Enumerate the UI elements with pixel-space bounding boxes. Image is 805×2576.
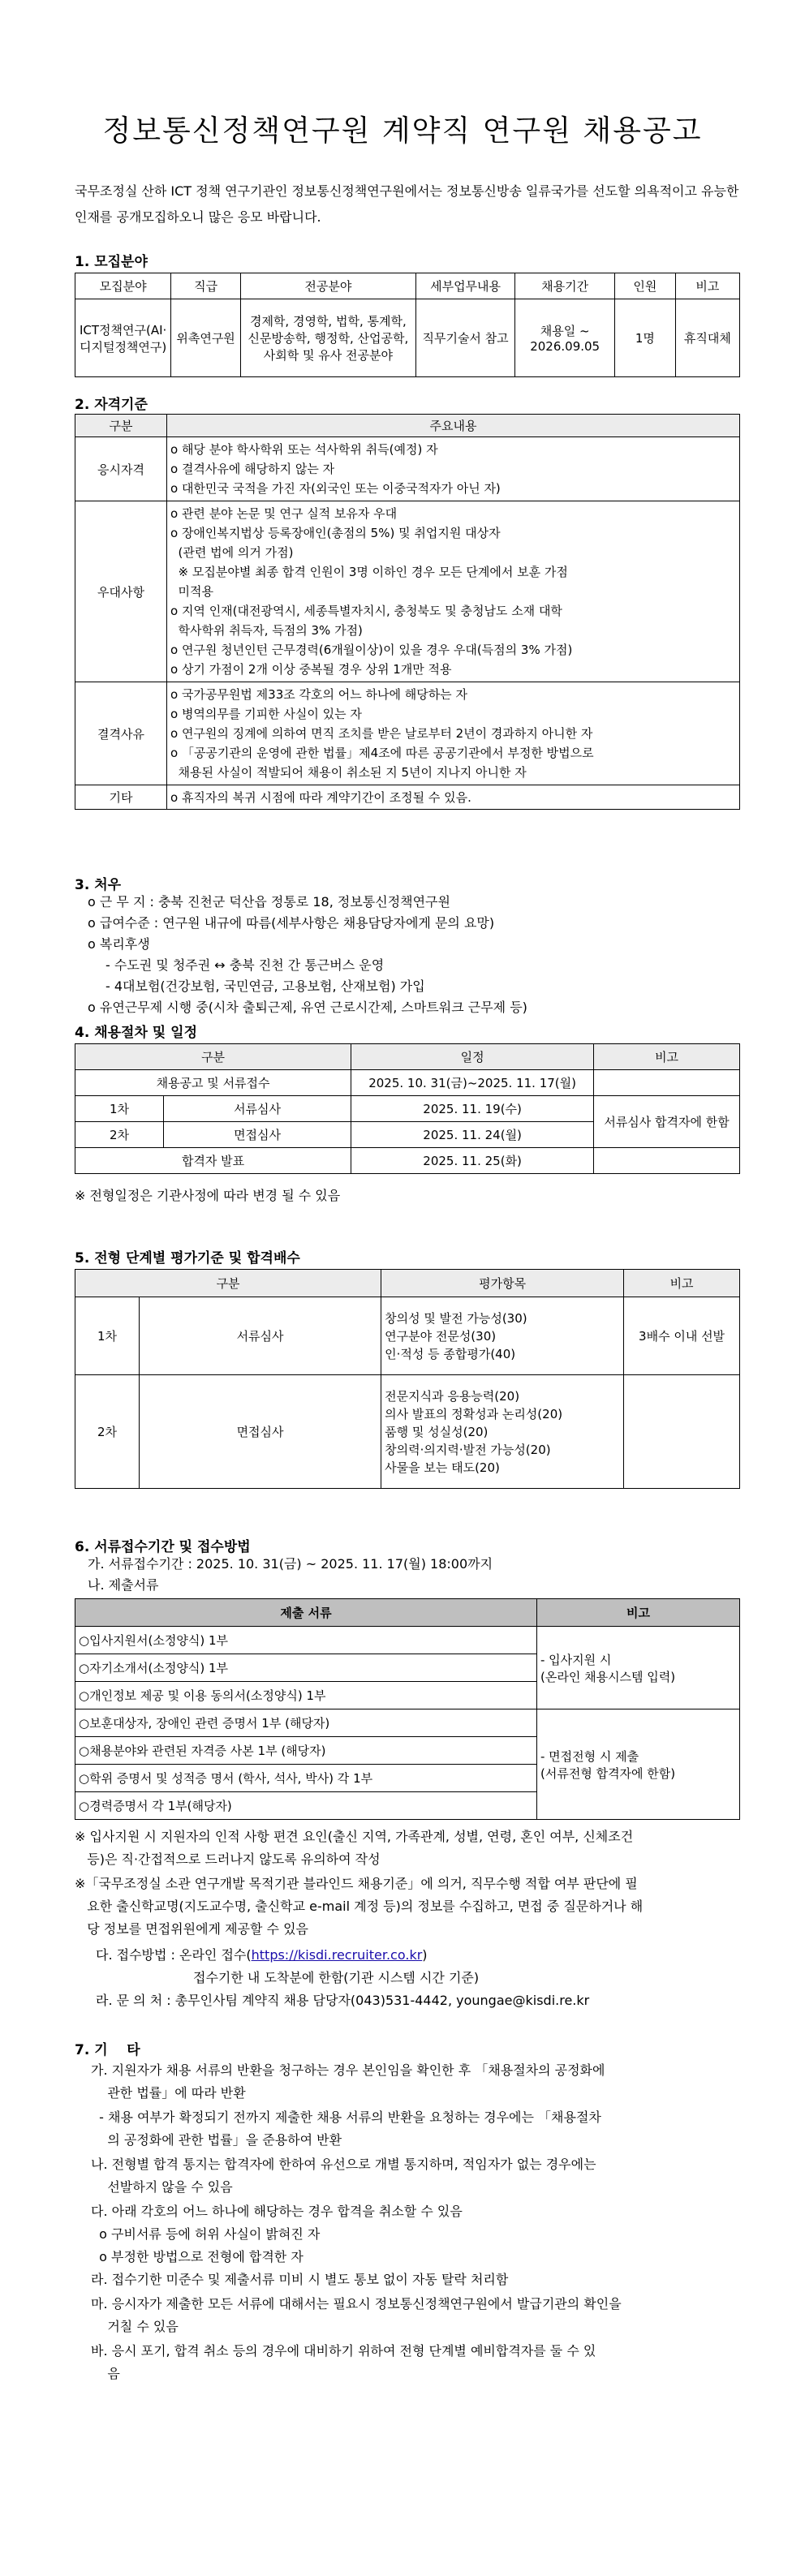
document-item: ○자기소개서(소정양식) 1부 xyxy=(75,1654,537,1682)
etc-line: 선발하지 않을 수 있음 xyxy=(91,2179,233,2195)
col-header: 평가항목 xyxy=(381,1270,624,1297)
table-cell xyxy=(594,1070,740,1096)
table-cell: 2025. 10. 31(금)~2025. 11. 17(월) xyxy=(351,1070,594,1096)
content-line: o 지역 인재(대전광역시, 세종특별자치시, 충청북도 및 충청남도 소재 대학 xyxy=(170,604,562,618)
page-title: 정보통신정책연구원 계약직 연구원 채용공고 xyxy=(102,114,703,148)
table-cell: 1차 xyxy=(75,1297,140,1375)
eval-items xyxy=(381,1375,624,1489)
remark-line: 당 정보를 면접위원에게 제공할 수 있음 xyxy=(75,1921,308,1937)
etc-line: 가. 지원자가 채용 서류의 반환을 청구하는 경우 본인임을 확인한 후 「채용절차의 공정화에 xyxy=(91,2062,605,2078)
etc-line: 거칠 수 있음 xyxy=(91,2319,179,2334)
table-cell: 채용공고 및 서류접수 xyxy=(75,1070,351,1096)
table-cell: 2차 xyxy=(75,1375,140,1489)
eval-item: 의사 발표의 정확성과 논리성(20) xyxy=(385,1406,563,1421)
content-line: o 연구원의 징계에 의하여 면직 조치를 받은 날로부터 2년이 경과하지 아니한 자 xyxy=(170,726,593,741)
eval-item: 창의성 및 발전 가능성(30) xyxy=(385,1310,527,1326)
application-deadline-note: 접수기한 내 도착분에 한함(기관 시스템 시간 기준) xyxy=(193,1970,480,1985)
section-7-heading: 7. 기 타 xyxy=(75,2042,140,2058)
document-item: ○입사지원서(소정양식) 1부 xyxy=(75,1627,537,1654)
content-line: o 휴직자의 복귀 시점에 따라 계약기간이 조정될 수 있음. xyxy=(167,785,740,810)
etc-line: 마. 응시자가 제출한 모든 서류에 대해서는 필요시 정보통신정책연구원에서 발급기관의 확인을 xyxy=(91,2296,622,2312)
col-header: 비고 xyxy=(675,273,739,299)
table-cell: 서류심사 xyxy=(140,1297,381,1375)
evaluation-table xyxy=(75,1269,740,1489)
table-cell: 면접심사 xyxy=(164,1122,351,1148)
col-header: 일정 xyxy=(351,1044,594,1070)
eval-items xyxy=(381,1297,624,1375)
col-header: 주요내용 xyxy=(167,415,740,437)
table-cell: 2025. 11. 24(월) xyxy=(351,1122,594,1148)
eval-item: 연구분야 전문성(30) xyxy=(385,1328,497,1344)
remark-line: 요한 출신학교명(지도교수명, 출신학교 e-mail 계정 등)의 정보를 수집하고, 면접 중 질문하거나 해 xyxy=(75,1899,644,1914)
section-6-heading: 6. 서류접수기간 및 접수방법 xyxy=(75,1539,251,1555)
content-line: 학사학위 취득자, 득점의 3% 가점) xyxy=(170,623,363,638)
col-header: 제출 서류 xyxy=(75,1599,537,1627)
content-line: o 상기 가점이 2개 이상 중복될 경우 상위 1개만 적용 xyxy=(170,662,452,677)
content-line: o 연구원 청년인턴 근무경력(6개월이상)이 있을 경우 우대(득점의 3% 가점) xyxy=(170,643,573,657)
method-prefix: 다. 접수방법 : 온라인 접수( xyxy=(96,1947,252,1963)
row-label: 기타 xyxy=(75,785,167,810)
table-cell: 휴직대체 xyxy=(675,299,739,377)
document-item: ○개인정보 제공 및 이용 동의서(소정양식) 1부 xyxy=(75,1682,537,1709)
col-header: 채용기간 xyxy=(515,273,615,299)
col-header: 구분 xyxy=(75,1270,381,1297)
section-2-heading: 2. 자격기준 xyxy=(75,397,148,413)
col-header: 세부업무내용 xyxy=(415,273,515,299)
schedule-note: ※ 전형일정은 기관사정에 따라 변경 될 수 있음 xyxy=(75,1188,341,1203)
document-item: ○학위 증명서 및 성적증 명서 (학사, 석사, 박사) 각 1부 xyxy=(75,1765,537,1792)
content-line: o 대한민국 국적을 가진 자(외국인 또는 이중국적자가 아닌 자) xyxy=(170,481,501,496)
content-line: (관련 법에 의거 가점) xyxy=(170,545,294,560)
table-cell: 경제학, 경영학, 법학, 통계학, 신문방송학, 행정학, 산업공학, 사회학 및 유사 전공분야 xyxy=(240,299,415,377)
etc-line: - 채용 여부가 확정되기 전까지 제출한 채용 서류의 반환을 요청하는 경우에는 「채용절차 xyxy=(91,2109,601,2125)
col-header: 전공분야 xyxy=(240,273,415,299)
col-header: 모집분야 xyxy=(75,273,171,299)
remark-line: 등)은 직·간접적으로 드러나지 않도록 유의하여 작성 xyxy=(75,1851,381,1867)
benefit-line: o 유연근무제 시행 중(시차 출퇴근제, 유연 근로시간제, 스마트워크 근무제 등) xyxy=(88,1000,527,1015)
etc-line: o 부정한 방법으로 전형에 합격한 자 xyxy=(91,2249,303,2264)
table-cell: 1명 xyxy=(614,299,675,377)
content-line: o 해당 분야 학사학위 또는 석사학위 취득(예정) 자 xyxy=(170,442,438,457)
positions-table xyxy=(75,273,740,377)
table-cell: 위촉연구원 xyxy=(171,299,241,377)
etc-line: 다. 아래 각호의 어느 하나에 해당하는 경우 합격을 취소할 수 있음 xyxy=(91,2204,463,2219)
row-label: 결격사유 xyxy=(75,682,167,785)
contact-line: 라. 문 의 처 : 총무인사팀 계약직 채용 담당자(043)531-4442, youngae@kisdi.re.kr xyxy=(96,1993,590,2008)
remark-line: ※ 입사지원 시 지원자의 인적 사항 편견 요인(출신 지역, 가족관계, 성별, 연령, 혼인 여부, 신체조건 xyxy=(75,1829,634,1844)
table-cell: 면접심사 xyxy=(140,1375,381,1489)
col-header: 구분 xyxy=(75,1044,351,1070)
col-header: 인원 xyxy=(614,273,675,299)
section-5-heading: 5. 전형 단계별 평가기준 및 합격배수 xyxy=(75,1250,300,1266)
content-line: ※ 모집분야별 최종 합격 인원이 3명 이하인 경우 모든 단계에서 보훈 가점 xyxy=(170,565,568,579)
table-cell: 채용일 ~ 2026.09.05 xyxy=(515,299,615,377)
recruiter-link[interactable]: https://kisdi.recruiter.co.kr xyxy=(251,1947,423,1963)
benefit-line: - 4대보험(건강보험, 국민연금, 고용보험, 산재보험) 가입 xyxy=(105,978,425,994)
table-cell: ICT정책연구(AI·디지털정책연구) xyxy=(75,299,171,377)
col-header: 비고 xyxy=(624,1270,740,1297)
table-cell: 서류심사 xyxy=(164,1096,351,1122)
table-cell: 3배수 이내 선발 xyxy=(624,1297,740,1375)
table-cell: 2025. 11. 25(화) xyxy=(351,1148,594,1174)
row-content xyxy=(167,437,740,501)
section-3-heading: 3. 처우 xyxy=(75,877,122,893)
content-line: 미적용 xyxy=(170,584,214,599)
application-period: 가. 서류접수기간 : 2025. 10. 31(금) ~ 2025. 11. 17(월) 18:00까지 xyxy=(88,1556,493,1572)
intro-paragraph: 국무조정실 산하 ICT 정책 연구기관인 정보통신정책연구원에서는 정보통신방송 일류국가를 선도할 의욕적이고 유능한 인재를 공개모집하오니 많은 응모 바랍니다. xyxy=(75,183,739,225)
eval-item: 품행 및 성실성(20) xyxy=(385,1424,489,1439)
benefit-line: - 수도권 및 청주권 ↔ 충북 진천 간 통근버스 운영 xyxy=(105,957,385,973)
table-cell: 서류심사 합격자에 한함 xyxy=(594,1096,740,1148)
eval-item: 사물을 보는 태도(20) xyxy=(385,1460,500,1475)
table-cell xyxy=(624,1375,740,1489)
section-4-heading: 4. 채용절차 및 일정 xyxy=(75,1025,197,1041)
etc-line: 관한 법률」에 따라 반환 xyxy=(91,2085,246,2101)
row-label: 우대사항 xyxy=(75,501,167,682)
etc-line: 나. 전형별 합격 통지는 합격자에 한하여 유선으로 개별 통지하며, 적임자가 없는 경우에는 xyxy=(91,2157,596,2172)
content-line: o 병역의무를 기피한 사실이 있는 자 xyxy=(170,707,362,721)
document-item: ○보훈대상자, 장애인 관련 증명서 1부 (해당자) xyxy=(75,1709,537,1737)
content-line: o 관련 분야 논문 및 연구 실적 보유자 우대 xyxy=(170,506,398,521)
row-content xyxy=(167,501,740,682)
eval-item: 전문지식과 응용능력(20) xyxy=(385,1388,520,1404)
row-content xyxy=(167,682,740,785)
table-cell: 합격자 발표 xyxy=(75,1148,351,1174)
etc-line: 의 공정화에 관한 법률」을 준용하여 반환 xyxy=(91,2132,342,2148)
col-header: 비고 xyxy=(594,1044,740,1070)
benefit-line: o 근 무 지 : 충북 진천군 덕산읍 정통로 18, 정보통신정책연구원 xyxy=(88,894,450,910)
documents-label: 나. 제출서류 xyxy=(88,1577,159,1593)
content-line: 채용된 사실이 적발되어 채용이 취소된 지 5년이 지나지 아니한 자 xyxy=(170,765,527,780)
col-header: 비고 xyxy=(537,1599,740,1627)
document-item: ○채용분야와 관련된 자격증 사본 1부 (해당자) xyxy=(75,1737,537,1765)
benefit-line: o 복리후생 xyxy=(88,936,150,952)
method-suffix: ) xyxy=(422,1947,428,1963)
etc-line: 바. 응시 포기, 합격 취소 등의 경우에 대비하기 위하여 전형 단계별 예비합격자를 둘 수 있 xyxy=(91,2343,596,2359)
content-line: o 국가공무원법 제33조 각호의 어느 하나에 해당하는 자 xyxy=(170,687,467,702)
table-cell: 1차 xyxy=(75,1096,164,1122)
application-method xyxy=(96,1947,428,1963)
col-header: 직급 xyxy=(171,273,241,299)
documents-table xyxy=(75,1598,740,1820)
row-label: 응시자격 xyxy=(75,437,167,501)
table-cell: 2025. 11. 19(수) xyxy=(351,1096,594,1122)
col-header: 구분 xyxy=(75,415,167,437)
remark-line: ※「국무조정실 소관 연구개발 목적기관 블라인드 채용기준」에 의거, 직무수행 적합 여부 판단에 필 xyxy=(75,1876,638,1891)
table-cell: 직무기술서 참고 xyxy=(415,299,515,377)
schedule-table xyxy=(75,1043,740,1174)
etc-line: 라. 접수기한 미준수 및 제출서류 미비 시 별도 통보 없이 자동 탈락 처리함 xyxy=(91,2272,509,2287)
table-cell xyxy=(594,1148,740,1174)
benefit-line: o 급여수준 : 연구원 내규에 따름(세부사항은 채용담당자에게 문의 요망) xyxy=(88,915,495,931)
etc-line: o 구비서류 등에 허위 사실이 밝혀진 자 xyxy=(91,2226,321,2242)
eval-item: 인·적성 등 종합평가(40) xyxy=(385,1346,516,1361)
qualifications-table xyxy=(75,414,740,810)
documents-note: - 입사지원 시 (온라인 채용시스템 입력) xyxy=(537,1627,740,1709)
section-1-heading: 1. 모집분야 xyxy=(75,254,148,270)
content-line: o 장애인복지법상 등록장애인(총점의 5%) 및 취업지원 대상자 xyxy=(170,526,501,540)
eval-item: 창의력·의지력·발전 가능성(20) xyxy=(385,1442,551,1457)
document-item: ○경력증명서 각 1부(해당자) xyxy=(75,1792,537,1820)
content-line: o 결격사유에 해당하지 않는 자 xyxy=(170,462,335,476)
content-line: o 「공공기관의 운영에 관한 법률」제4조에 따른 공공기관에서 부정한 방법으로 xyxy=(170,746,594,760)
etc-line: 음 xyxy=(91,2366,120,2381)
documents-note: - 면접전형 시 제출 (서류전형 합격자에 한함) xyxy=(537,1709,740,1820)
table-cell: 2차 xyxy=(75,1122,164,1148)
